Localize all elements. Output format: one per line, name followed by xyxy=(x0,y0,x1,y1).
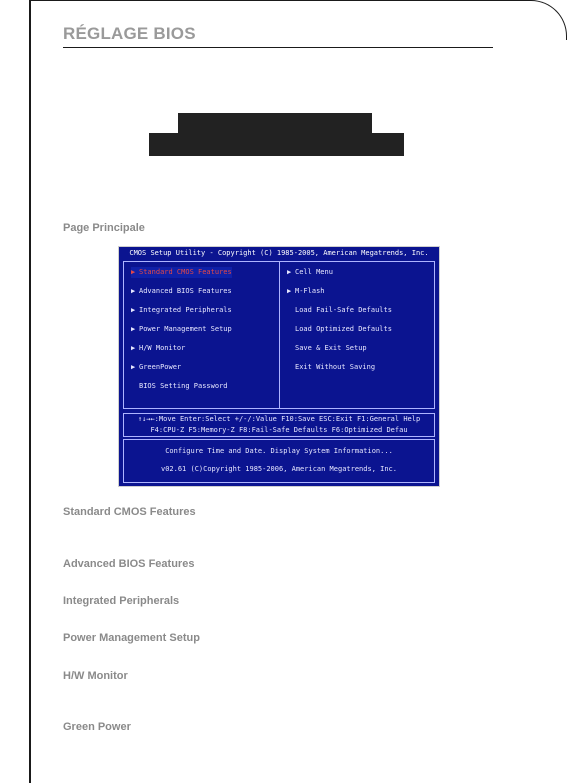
bios-arrow-icon: ▶ xyxy=(131,306,136,314)
bios-item-integrated-peripherals[interactable]: ▶ Integrated Peripherals xyxy=(131,306,232,314)
bios-item-bios-setting-password[interactable]: BIOS Setting Password xyxy=(139,382,228,390)
bios-item-m-flash[interactable]: ▶ M-Flash xyxy=(287,287,325,295)
bios-menu-divider xyxy=(279,262,280,408)
bios-arrow-icon: ▶ xyxy=(131,268,136,276)
bios-arrow-icon: ▶ xyxy=(287,268,292,276)
section-heading-green-power: Green Power xyxy=(63,721,131,733)
bios-item-save-exit-setup[interactable]: Save & Exit Setup xyxy=(295,344,367,352)
bios-item-standard-cmos-features[interactable]: ▶ Standard CMOS Features xyxy=(131,268,232,276)
section-heading-standard-cmos: Standard CMOS Features xyxy=(63,506,196,518)
bios-description-panel xyxy=(123,439,435,483)
bios-item-cell-menu[interactable]: ▶ Cell Menu xyxy=(287,268,333,276)
bios-item-exit-without-saving[interactable]: Exit Without Saving xyxy=(295,363,376,371)
section-heading-hw-monitor: H/W Monitor xyxy=(63,670,128,682)
bios-arrow-icon: ▶ xyxy=(131,344,136,352)
bios-arrow-icon: ▶ xyxy=(131,363,136,371)
bios-item-load-optimized-defaults[interactable]: Load Optimized Defaults xyxy=(295,325,392,333)
bios-item-power-management-setup[interactable]: ▶ Power Management Setup xyxy=(131,325,232,333)
bios-arrow-icon: ▶ xyxy=(131,287,136,295)
bios-description-text: Configure Time and Date. Display System Information... xyxy=(165,447,393,455)
page-left-rule xyxy=(29,0,31,783)
bios-arrow-icon: ▶ xyxy=(131,325,136,333)
redacted-block-top xyxy=(178,113,372,133)
bios-item-greenpower[interactable]: ▶ GreenPower xyxy=(131,363,182,371)
section-heading-integrated-peripherals: Integrated Peripherals xyxy=(63,595,180,607)
bios-item-hw-monitor[interactable]: ▶ H/W Monitor xyxy=(131,344,186,352)
bios-version-text: v02.61 (C)Copyright 1985-2006, American Megatrends, Inc. xyxy=(160,465,397,473)
bios-item-load-fail-safe-defaults[interactable]: Load Fail-Safe Defaults xyxy=(295,306,392,314)
bios-main-menu xyxy=(123,261,435,409)
bios-key-legend-line1: ↑↓→←:Move Enter:Select +/-/:Value F10:Save ESC:Exit F1:General Help xyxy=(137,415,421,423)
bios-arrow-icon: ▶ xyxy=(287,287,292,295)
section-heading-power-management: Power Management Setup xyxy=(63,632,200,644)
bios-header: CMOS Setup Utility - Copyright (C) 1985-2005, American Megatrends, Inc. xyxy=(119,247,439,260)
redacted-block-bottom xyxy=(149,133,404,156)
section-heading-main-page: Page Principale xyxy=(63,222,145,234)
bios-item-advanced-bios-features[interactable]: ▶ Advanced BIOS Features xyxy=(131,287,232,295)
page-title: RÉGLAGE BIOS xyxy=(63,24,196,43)
section-heading-advanced-bios: Advanced BIOS Features xyxy=(63,558,195,570)
bios-key-legend-line2: F4:CPU-Z F5:Memory-Z F8:Fail-Safe Defaults F6:Optimized Defau xyxy=(150,426,408,434)
title-divider xyxy=(63,47,493,48)
bios-key-legend xyxy=(123,413,435,437)
bios-screenshot xyxy=(118,246,440,487)
